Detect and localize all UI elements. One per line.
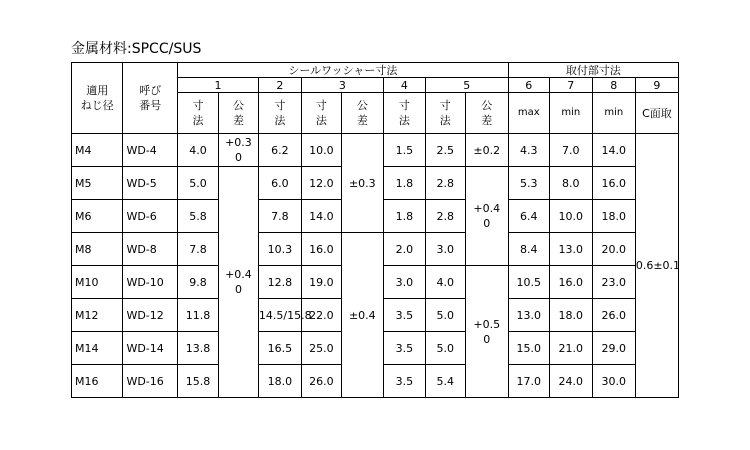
cell-dim4: 3.5 bbox=[383, 332, 425, 365]
cell-screw: M10 bbox=[72, 266, 123, 299]
c-chamfer-value: 0.6±0.1 bbox=[635, 134, 678, 398]
cell-mount6: 6.4 bbox=[508, 200, 549, 233]
cell-call: WD-8 bbox=[123, 233, 178, 266]
cell-mount8: 20.0 bbox=[592, 233, 635, 266]
cell-dim3: 26.0 bbox=[301, 365, 341, 398]
cell-dim4: 3.0 bbox=[383, 266, 425, 299]
cell-mount6: 8.4 bbox=[508, 233, 549, 266]
cell-mount8: 26.0 bbox=[592, 299, 635, 332]
cell-dim5: 5.0 bbox=[425, 299, 465, 332]
header-applicable-screw: 適用 ねじ径 bbox=[72, 63, 123, 134]
cell-screw: M16 bbox=[72, 365, 123, 398]
cell-dim1: 9.8 bbox=[178, 266, 219, 299]
cell-dim1: 7.8 bbox=[178, 233, 219, 266]
washer-spec-table bbox=[71, 62, 679, 398]
cell-dim5: 2.8 bbox=[425, 200, 465, 233]
tolerance-5-lower: +0.5 0 bbox=[465, 266, 508, 398]
cell-dim2: 18.0 bbox=[258, 365, 301, 398]
subhead-max: max bbox=[508, 93, 549, 134]
cell-dim4: 3.5 bbox=[383, 365, 425, 398]
cell-screw: M6 bbox=[72, 200, 123, 233]
cell-call: WD-14 bbox=[123, 332, 178, 365]
cell-dim2: 7.8 bbox=[258, 200, 301, 233]
cell-mount7: 16.0 bbox=[549, 266, 592, 299]
cell-dim4: 1.8 bbox=[383, 167, 425, 200]
cell-screw: M14 bbox=[72, 332, 123, 365]
cell-mount7: 8.0 bbox=[549, 167, 592, 200]
cell-dim5: 5.4 bbox=[425, 365, 465, 398]
cell-mount8: 30.0 bbox=[592, 365, 635, 398]
cell-dim2: 16.5 bbox=[258, 332, 301, 365]
cell-dim3: 14.0 bbox=[301, 200, 341, 233]
header-call-number: 呼び 番号 bbox=[123, 63, 178, 134]
cell-dim4: 3.5 bbox=[383, 299, 425, 332]
cell-call: WD-12 bbox=[123, 299, 178, 332]
subhead-tolerance: 公 差 bbox=[465, 93, 508, 134]
cell-dim2: 6.2 bbox=[258, 134, 301, 167]
cell-mount6: 10.5 bbox=[508, 266, 549, 299]
cell-dim1: 5.0 bbox=[178, 167, 219, 200]
tolerance-1-rest: +0.4 0 bbox=[219, 167, 259, 398]
cell-mount8: 18.0 bbox=[592, 200, 635, 233]
cell-mount7: 7.0 bbox=[549, 134, 592, 167]
cell-dim4: 1.5 bbox=[383, 134, 425, 167]
cell-mount7: 24.0 bbox=[549, 365, 592, 398]
col-number-6: 6 bbox=[508, 78, 549, 93]
cell-dim3: 12.0 bbox=[301, 167, 341, 200]
cell-dim2: 14.5/15.8 bbox=[258, 299, 301, 332]
table-row bbox=[72, 134, 679, 167]
header-mounting-dims: 取付部寸法 bbox=[508, 63, 678, 78]
subhead-tolerance: 公 差 bbox=[341, 93, 383, 134]
cell-dim3: 10.0 bbox=[301, 134, 341, 167]
cell-call: WD-5 bbox=[123, 167, 178, 200]
cell-screw: M12 bbox=[72, 299, 123, 332]
cell-call: WD-4 bbox=[123, 134, 178, 167]
cell-dim5: 2.8 bbox=[425, 167, 465, 200]
subhead-dimension: 寸 法 bbox=[178, 93, 219, 134]
tolerance-3-lower: ±0.4 bbox=[341, 233, 383, 398]
col-number-7: 7 bbox=[549, 78, 592, 93]
cell-call: WD-10 bbox=[123, 266, 178, 299]
cell-dim5: 4.0 bbox=[425, 266, 465, 299]
cell-mount6: 17.0 bbox=[508, 365, 549, 398]
cell-dim1: 15.8 bbox=[178, 365, 219, 398]
cell-dim2: 12.8 bbox=[258, 266, 301, 299]
subhead-dimension: 寸 法 bbox=[383, 93, 425, 134]
cell-dim2: 10.3 bbox=[258, 233, 301, 266]
tolerance-5-mid: +0.4 0 bbox=[465, 167, 508, 266]
cell-dim5: 5.0 bbox=[425, 332, 465, 365]
col-number-9: 9 bbox=[635, 78, 678, 93]
cell-mount8: 14.0 bbox=[592, 134, 635, 167]
header-washer-dims: シールワッシャー寸法 bbox=[178, 63, 509, 78]
subhead-dimension: 寸 法 bbox=[425, 93, 465, 134]
cell-dim3: 16.0 bbox=[301, 233, 341, 266]
cell-mount7: 10.0 bbox=[549, 200, 592, 233]
subhead-dimension: 寸 法 bbox=[301, 93, 341, 134]
cell-dim3: 25.0 bbox=[301, 332, 341, 365]
cell-dim5: 2.5 bbox=[425, 134, 465, 167]
tolerance-1-first: +0.3 0 bbox=[219, 134, 259, 167]
col-number-3: 3 bbox=[301, 78, 383, 93]
cell-mount8: 23.0 bbox=[592, 266, 635, 299]
cell-call: WD-16 bbox=[123, 365, 178, 398]
cell-dim4: 1.8 bbox=[383, 200, 425, 233]
cell-dim2: 6.0 bbox=[258, 167, 301, 200]
subhead-c-chamfer: C面取 bbox=[635, 93, 678, 134]
cell-mount7: 13.0 bbox=[549, 233, 592, 266]
cell-dim1: 5.8 bbox=[178, 200, 219, 233]
cell-dim1: 4.0 bbox=[178, 134, 219, 167]
cell-screw: M5 bbox=[72, 167, 123, 200]
material-title: 金属材料:SPCC/SUS bbox=[71, 41, 202, 57]
cell-mount6: 13.0 bbox=[508, 299, 549, 332]
cell-mount7: 18.0 bbox=[549, 299, 592, 332]
cell-mount8: 16.0 bbox=[592, 167, 635, 200]
col-number-8: 8 bbox=[592, 78, 635, 93]
cell-screw: M8 bbox=[72, 233, 123, 266]
subhead-tolerance: 公 差 bbox=[219, 93, 259, 134]
cell-mount6: 5.3 bbox=[508, 167, 549, 200]
cell-mount6: 15.0 bbox=[508, 332, 549, 365]
col-number-4: 4 bbox=[383, 78, 425, 93]
cell-screw: M4 bbox=[72, 134, 123, 167]
tolerance-3-upper: ±0.3 bbox=[341, 134, 383, 233]
col-number-5: 5 bbox=[425, 78, 508, 93]
cell-dim1: 11.8 bbox=[178, 299, 219, 332]
subhead-min: min bbox=[592, 93, 635, 134]
cell-call: WD-6 bbox=[123, 200, 178, 233]
col-number-2: 2 bbox=[258, 78, 301, 93]
cell-dim1: 13.8 bbox=[178, 332, 219, 365]
cell-dim5: 3.0 bbox=[425, 233, 465, 266]
col-number-1: 1 bbox=[178, 78, 259, 93]
subhead-min: min bbox=[549, 93, 592, 134]
cell-dim4: 2.0 bbox=[383, 233, 425, 266]
cell-mount8: 29.0 bbox=[592, 332, 635, 365]
cell-dim3: 22.0 bbox=[301, 299, 341, 332]
cell-mount7: 21.0 bbox=[549, 332, 592, 365]
cell-mount6: 4.3 bbox=[508, 134, 549, 167]
cell-dim3: 19.0 bbox=[301, 266, 341, 299]
subhead-dimension: 寸 法 bbox=[258, 93, 301, 134]
header-row-1 bbox=[72, 63, 679, 78]
tolerance-5-first: ±0.2 bbox=[465, 134, 508, 167]
table-row bbox=[72, 233, 679, 266]
